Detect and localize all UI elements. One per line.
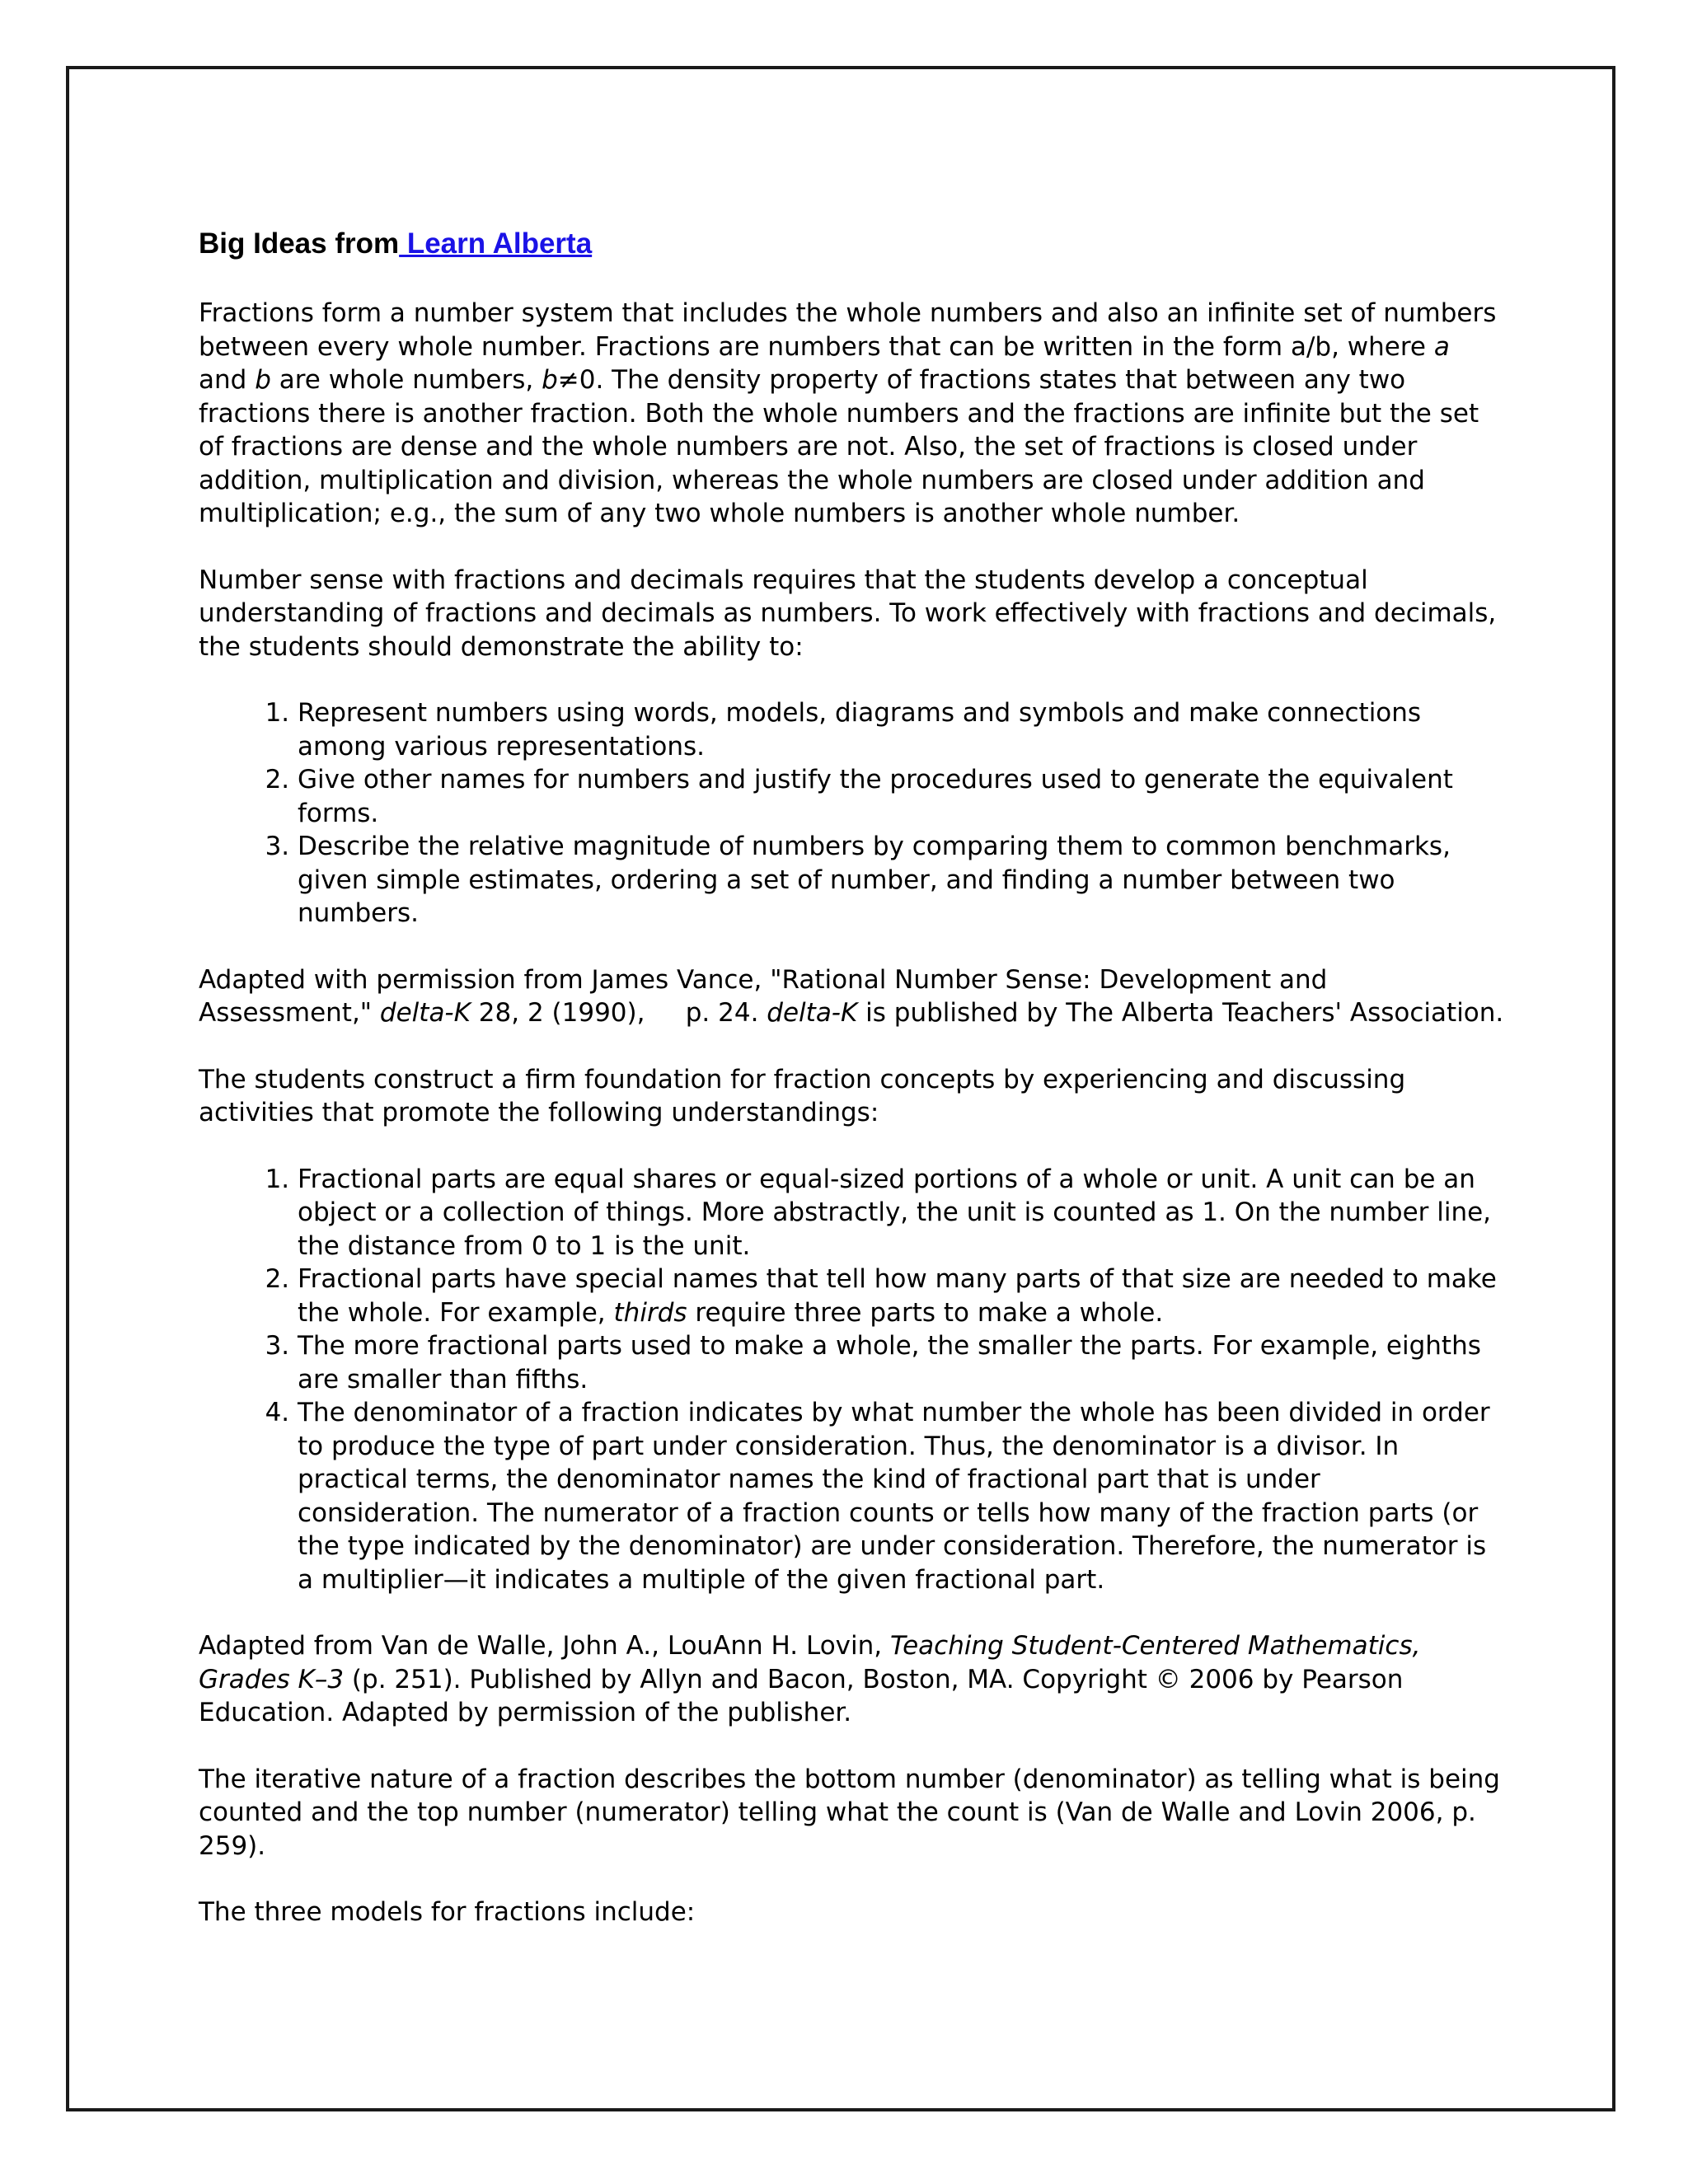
paragraph-number-sense: Number sense with fractions and decimals requires that the students develop a conceptual understanding of fractions and decimals as numbers. To work effectively with fractions and decimals, the students should demonstrate the ability to: bbox=[199, 565, 1497, 662]
list-item: 4. The denominator of a fraction indicates by what number the whole has been divided in order to produce the type of part under consideration. Thus, the denominator is a divisor. In practical terms, the denominator names the kind of fractional part that is under consideration. The numerator of a fraction counts or tells how many of the fraction parts (or the type indicated by the denominator) are under consideration. Therefore, the numerator is a multiplier—it indicates a multiple of the given fractional part. bbox=[298, 1396, 1505, 1596]
page-title bbox=[199, 224, 1505, 264]
paragraph-iterative-nature: The iterative nature of a fraction describes the bottom number (denominator) as telling what is being counted and the top number (numerator) telling what the count is (Van de Walle and Lovin 2006, p. 259). bbox=[199, 1764, 1500, 1861]
citation-van-de-walle: Adapted from Van de Walle, John A., LouAnn H. Lovin, Teaching Student-Centered Mathematics, Grades K–3 (p. 251). Published by Allyn and Bacon, Boston, MA. Copyright © 2006 by Pearson Education. Adapted by permission of the publisher. bbox=[199, 1631, 1421, 1727]
list-item: 3. The more fractional parts used to make a whole, the smaller the parts. For example, eighths are smaller than fifths. bbox=[298, 1329, 1505, 1396]
understandings-list bbox=[199, 1163, 1505, 1597]
list-item: 1. Represent numbers using words, models, diagrams and symbols and make connections among various representations. bbox=[298, 696, 1505, 763]
document-content bbox=[199, 224, 1505, 1962]
list-item: 2. Fractional parts have special names that tell how many parts of that size are needed to make the whole. For example, thirds require three parts to make a whole. bbox=[298, 1263, 1505, 1329]
list-item: 3. Describe the relative magnitude of numbers by comparing them to common benchmarks, given simple estimates, ordering a set of number, and finding a number between two numbers. bbox=[298, 830, 1505, 930]
ability-list bbox=[199, 696, 1505, 930]
paragraph-firm-foundation: The students construct a firm foundation for fraction concepts by experiencing and discussing activities that promote the following understandings: bbox=[199, 1064, 1406, 1127]
learn-alberta-link[interactable]: Learn Alberta bbox=[399, 227, 593, 260]
citation-vance: Adapted with permission from James Vance, "Rational Number Sense: Development and Assessment," delta-K 28, 2 (1990), p. 24. delta-K is published by The Alberta Teachers' Association. bbox=[199, 964, 1504, 1028]
list-item: 2. Give other names for numbers and justify the procedures used to generate the equivalent forms. bbox=[298, 763, 1505, 830]
paragraph-fractions-number-system: Fractions form a number system that includes the whole numbers and also an infinite set of numbers between every whole number. Fractions are numbers that can be written in the form a/b, where a and b are whole numbers, b≠0. The density property of fractions states that between any two fractions there is another fraction. Both the whole numbers and the fractions are infinite but the set of fractions are dense and the whole numbers are not. Also, the set of fractions is closed under addition, multiplication and division, whereas the whole numbers are closed under addition and multiplication; e.g., the sum of any two whole numbers is another whole number. bbox=[199, 298, 1497, 528]
list-item: 1. Fractional parts are equal shares or equal-sized portions of a whole or unit. A unit can be an object or a collection of things. More abstractly, the unit is counted as 1. On the number line, the distance from 0 to 1 is the unit. bbox=[298, 1163, 1505, 1263]
paragraph-three-models: The three models for fractions include: bbox=[199, 1897, 696, 1927]
title-prefix: Big Ideas from bbox=[199, 227, 400, 260]
